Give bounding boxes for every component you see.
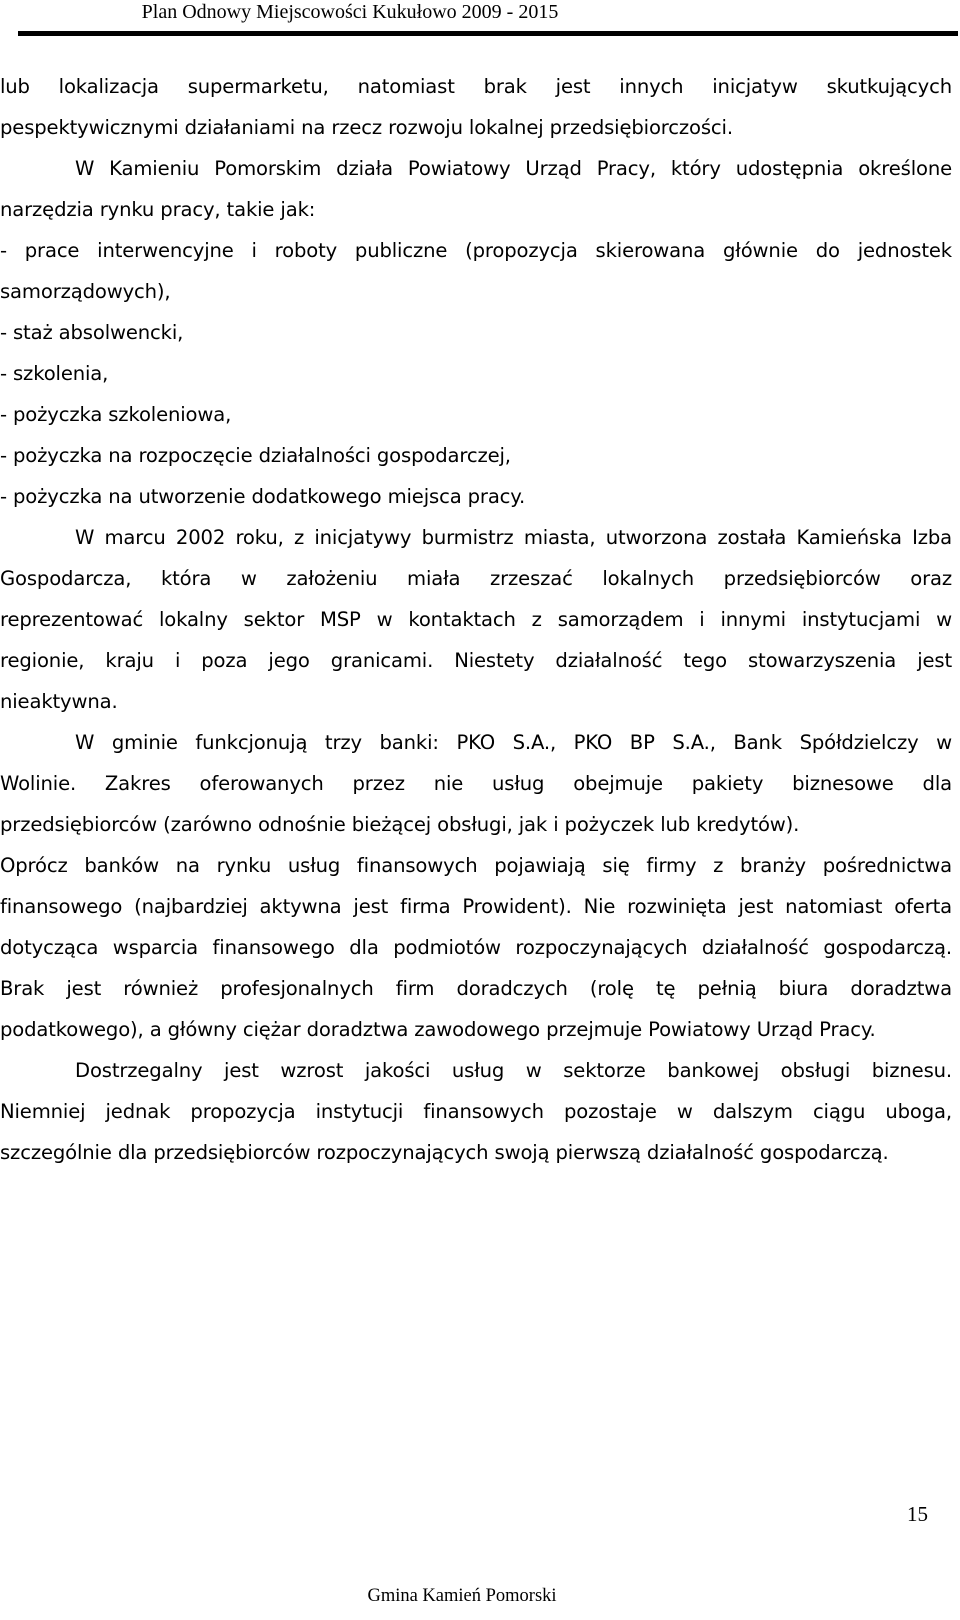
body-text — [0, 66, 952, 1173]
text-line: nieaktywna. — [0, 690, 118, 713]
list-item: - pożyczka na utworzenie dodatkowego miejsca pracy. — [0, 485, 526, 508]
text-line: Dostrzegalny jest wzrost jakości usług w sektorze bankowej obsługi biznesu. — [75, 1059, 952, 1082]
text-line: W gminie funkcjonują trzy banki: PKO S.A., PKO BP S.A., Bank Spółdzielczy w — [75, 731, 952, 754]
text-line: narzędzia rynku pracy, takie jak: — [0, 198, 316, 221]
text-line: lub lokalizacja supermarketu, natomiast brak jest innych inicjatyw skutkujących — [0, 75, 952, 98]
text-line: samorządowych), — [0, 280, 171, 303]
text-line: reprezentować lokalny sektor MSP w kontaktach z samorządem i innymi instytucjami w — [0, 608, 952, 631]
text-line: Oprócz banków na rynku usług finansowych pojawiają się firmy z branży pośrednictwa — [0, 854, 952, 877]
list-item: - szkolenia, — [0, 362, 109, 385]
text-line: W marcu 2002 roku, z inicjatywy burmistrz miasta, utworzona została Kamieńska Izba — [75, 526, 952, 549]
list-item: - pożyczka szkoleniowa, — [0, 403, 232, 426]
text-line: W Kamieniu Pomorskim działa Powiatowy Urząd Pracy, który udostępnia określone — [75, 157, 952, 180]
text-line: regionie, kraju i poza jego granicami. Niestety działalność tego stowarzyszenia jest — [0, 649, 952, 672]
text-line: pespektywicznymi działaniami na rzecz rozwoju lokalnej przedsiębiorczości. — [0, 116, 733, 139]
text-line: dotycząca wsparcia finansowego dla podmiotów rozpoczynających działalność gospodarczą. — [0, 936, 952, 959]
text-line: przedsiębiorców (zarówno odnośnie bieżącej obsługi, jak i pożyczek lub kredytów). — [0, 813, 800, 836]
header-rule — [18, 31, 958, 36]
list-item: - staż absolwencki, — [0, 321, 184, 344]
text-line: szczególnie dla przedsiębiorców rozpoczynających swoją pierwszą działalność gospodarczą. — [0, 1141, 889, 1164]
text-line: podatkowego), a główny ciężar doradztwa zawodowego przejmuje Powiatowy Urząd Pracy. — [0, 1018, 876, 1041]
text-line: Niemniej jednak propozycja instytucji finansowych pozostaje w dalszym ciągu uboga, — [0, 1100, 952, 1123]
running-footer: Gmina Kamień Pomorski — [367, 1586, 557, 1606]
text-line: Brak jest również profesjonalnych firm doradczych (rolę tę pełnią biura doradztwa — [0, 977, 952, 1000]
running-header: Plan Odnowy Miejscowości Kukułowo 2009 - 2015 — [141, 1, 559, 23]
list-item: - prace interwencyjne i roboty publiczne (propozycja skierowana głównie do jednostek — [0, 239, 952, 262]
text-line: Gospodarcza, która w założeniu miała zrzeszać lokalnych przedsiębiorców oraz — [0, 567, 952, 590]
list-item: - pożyczka na rozpoczęcie działalności gospodarczej, — [0, 444, 511, 467]
text-line: Wolinie. Zakres oferowanych przez nie usług obejmuje pakiety biznesowe dla — [0, 772, 952, 795]
text-line: finansowego (najbardziej aktywna jest firma Prowident). Nie rozwinięta jest natomiast oferta — [0, 895, 952, 918]
page-number: 15 — [907, 1502, 928, 1526]
